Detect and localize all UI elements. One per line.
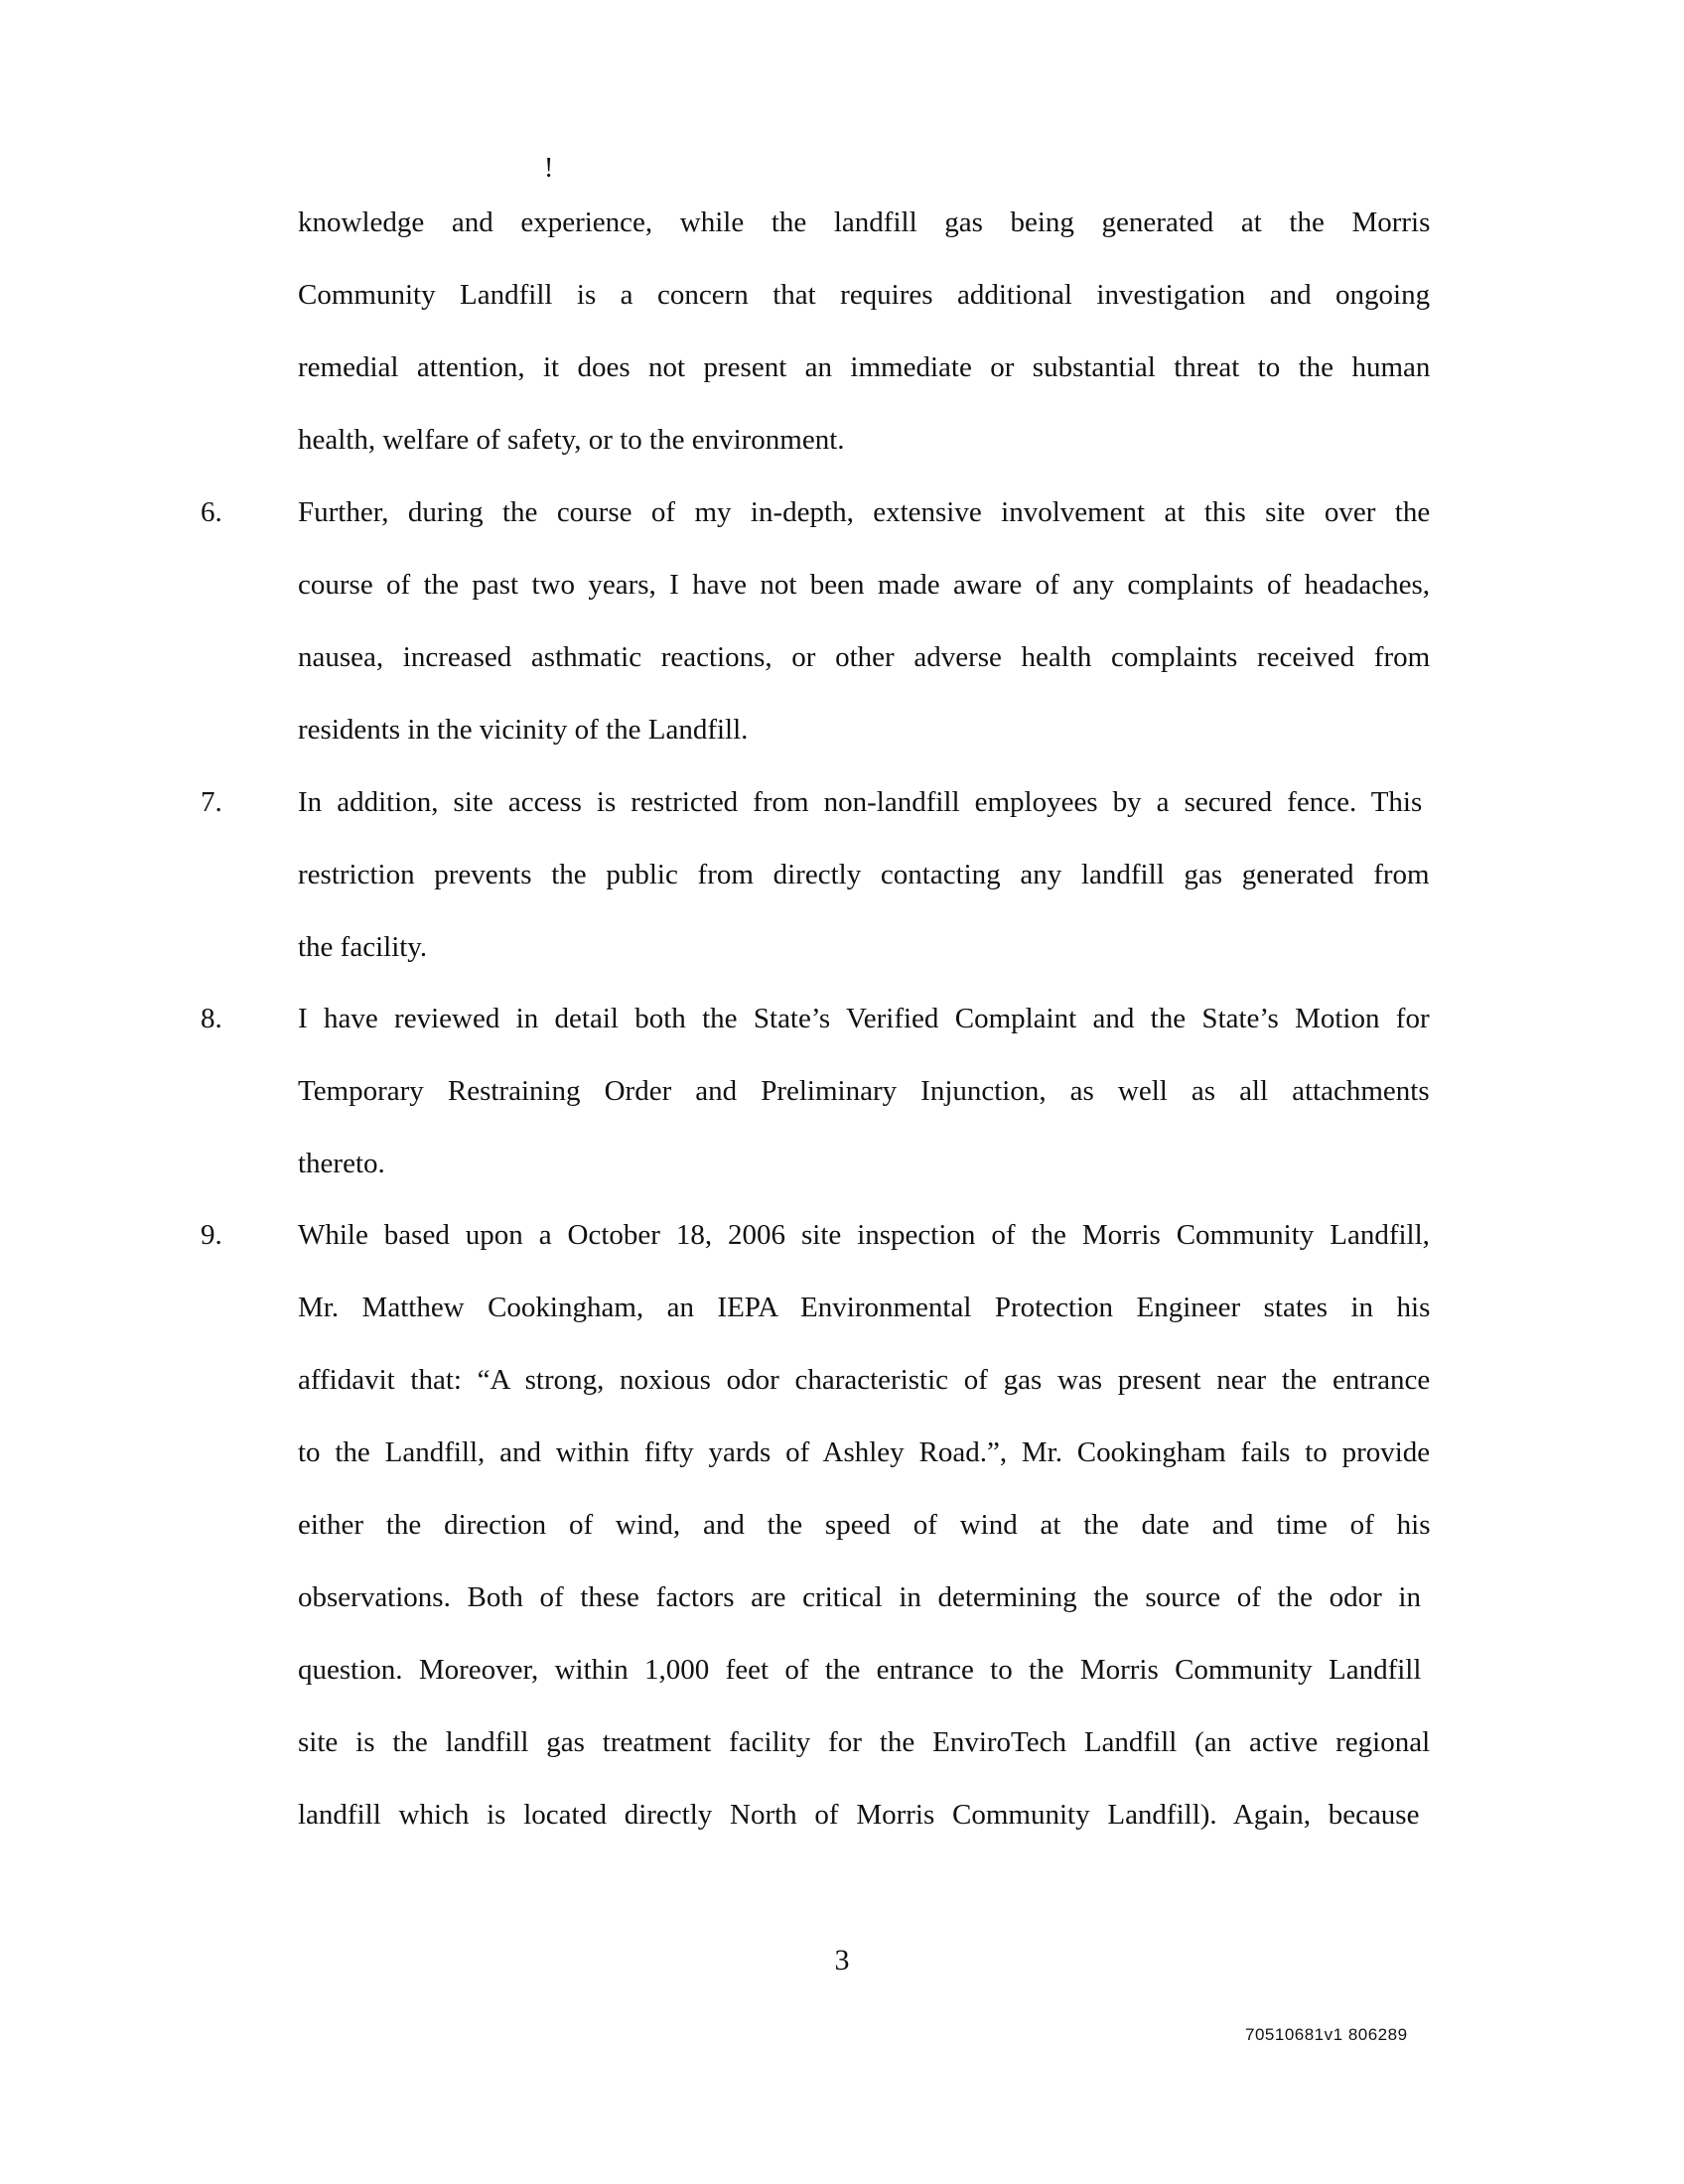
text-line: course of the past two years, I have not been made aware of any complaints of headaches,: [298, 569, 1430, 601]
paragraph-9: [201, 1199, 1431, 1851]
text-line: In addition, site access is restricted from non-landfill employees by a secured fence. This: [298, 786, 1423, 818]
text-line: health, welfare of safety, or to the environment.: [298, 424, 845, 456]
text-line: Mr. Matthew Cookingham, an IEPA Environmental Protection Engineer states in his: [298, 1292, 1431, 1323]
paragraph-body: [298, 766, 1430, 984]
text-line: restriction prevents the public from directly contacting any landfill gas generated from: [298, 859, 1430, 890]
text-line: While based upon a October 18, 2006 site inspection of the Morris Community Landfill,: [298, 1219, 1430, 1251]
stray-mark: !: [544, 153, 554, 184]
document-id: 70510681v1 806289: [1245, 2025, 1408, 2044]
text-line: to the Landfill, and within fifty yards of Ashley Road.”, Mr. Cookingham fails to provide: [298, 1436, 1431, 1468]
paragraph-body: [298, 187, 1430, 477]
text-line: nausea, increased asthmatic reactions, or other adverse health complaints received from: [298, 641, 1431, 673]
text-line: landfill which is located directly North of Morris Community Landfill). Again, because: [298, 1799, 1420, 1831]
page-number: 3: [834, 1944, 850, 1977]
paragraph-5-continued: [209, 187, 1430, 477]
text-line: Community Landfill is a concern that requires additional investigation and ongoing: [298, 279, 1431, 311]
text-line: thereto.: [298, 1148, 385, 1179]
paragraph-number: 6.: [201, 496, 222, 528]
paragraph-8: [201, 983, 1430, 1200]
paragraph-number: 8.: [201, 1003, 222, 1034]
paragraph-body: [298, 477, 1430, 766]
text-line: Temporary Restraining Order and Preliminary Injunction, as well as all attachments: [298, 1075, 1430, 1107]
text-line: remedial attention, it does not present an immediate or substantial threat to the human: [298, 351, 1431, 383]
paragraph-7: [201, 766, 1430, 984]
text-line: question. Moreover, within 1,000 feet of the entrance to the Morris Community Landfill: [298, 1654, 1422, 1686]
text-line: either the direction of wind, and the speed of wind at the date and time of his: [298, 1509, 1431, 1541]
text-line: affidavit that: “A strong, noxious odor characteristic of gas was present near the entrance: [298, 1364, 1431, 1396]
paragraph-number: 9.: [201, 1219, 222, 1251]
text-line: the facility.: [298, 931, 428, 963]
paragraph-body: [298, 983, 1430, 1200]
paragraph-body: [298, 1199, 1430, 1851]
text-line: knowledge and experience, while the landfill gas being generated at the Morris: [298, 206, 1431, 238]
text-line: site is the landfill gas treatment facility for the EnviroTech Landfill (an active regional: [298, 1726, 1431, 1758]
paragraph-6: [201, 477, 1431, 766]
text-line: Further, during the course of my in-depth, extensive involvement at this site over the: [298, 496, 1431, 528]
paragraph-number: 7.: [201, 786, 222, 818]
text-line: residents in the vicinity of the Landfill.: [298, 714, 749, 746]
text-line: observations. Both of these factors are critical in determining the source of the odor in: [298, 1581, 1421, 1613]
text-line: I have reviewed in detail both the State’s Verified Complaint and the State’s Motion for: [298, 1003, 1430, 1034]
